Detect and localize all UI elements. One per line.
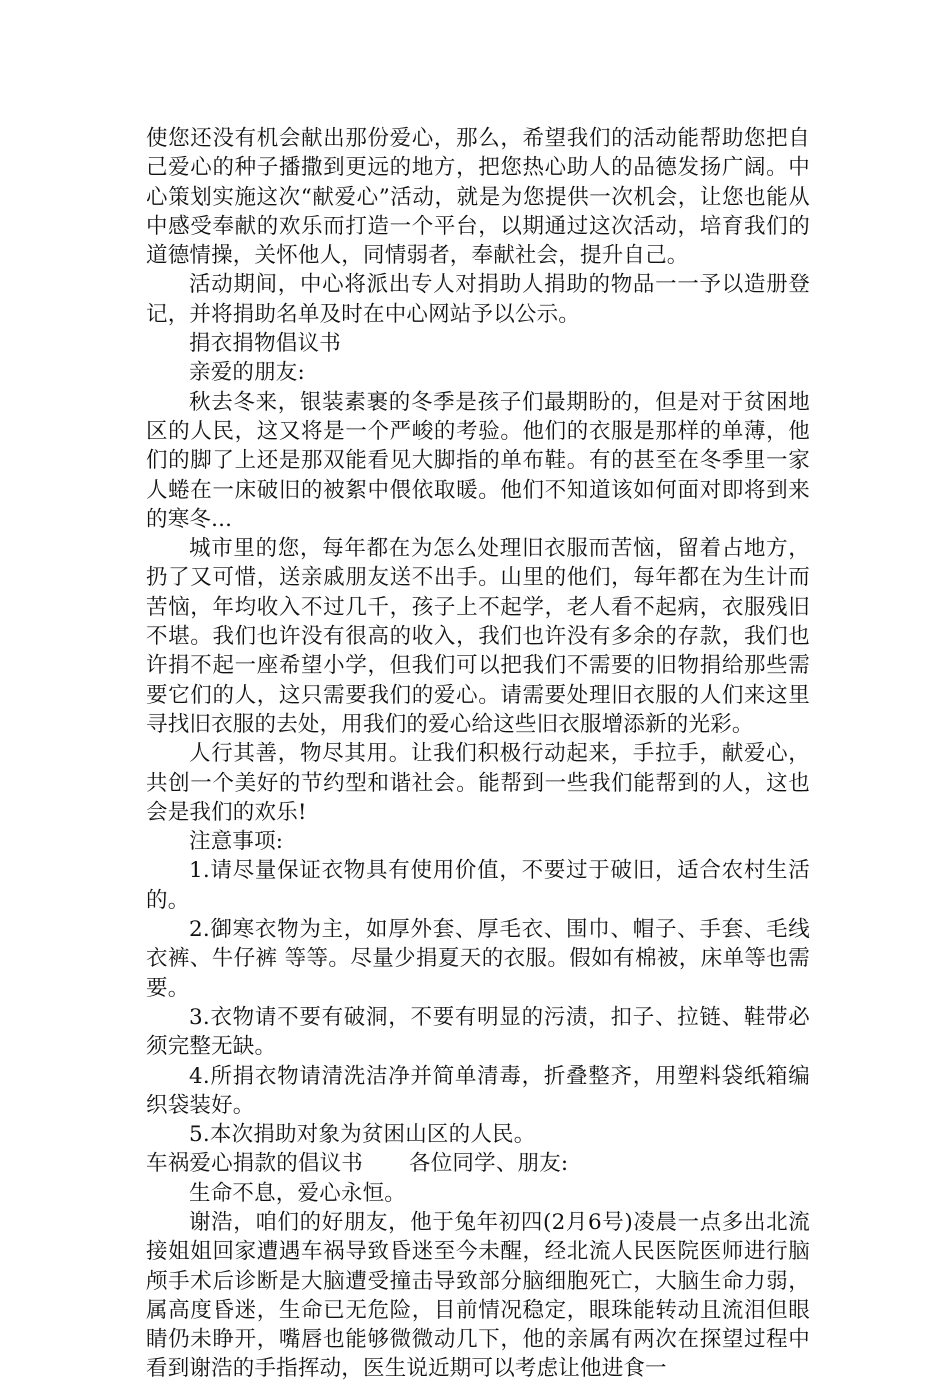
note-item-1: 1.请尽量保证衣物具有使用价值，不要过于破旧，适合农村生活的。 — [146, 858, 810, 913]
note-item-2: 2.御寒衣物为主，如厚外套、厚毛衣、围巾、帽子、手套、毛线衣裤、牛仔裤 等等。尽量少捐夏天的衣服。假如有棉被，床单等也需要。 — [146, 917, 810, 1001]
note-item-5: 5.本次捐助对象为贫困山区的人民。 — [189, 1122, 536, 1148]
paragraph-1: 使您还没有机会献出那份爱心，那么，希望我们的活动能帮助您把自己爱心的种子播撒到更远的地方，把您热心助人的品德发扬广阔。中心策划实施这次“献爱心”活动，就是为您提供一次机会，让您也能从中感受奉献的欢乐而打造一个平台，以期通过这次活动，培育我们的道德情操，关怀他人，同情弱者，奉献社会，提升自己。 — [146, 126, 810, 269]
document-page — [146, 124, 810, 1384]
notes-heading: 注意事项: — [189, 829, 284, 855]
paragraph-life: 生命不息，爱心永恒。 — [189, 1180, 407, 1206]
paragraph-2: 活动期间，中心将派出专人对捐助人捐助的物品一一予以造册登记，并将捐助名单及时在中心网站予以公示。 — [146, 272, 810, 327]
car-accident-title: 车祸爱心捐款的倡议书 — [146, 1151, 364, 1177]
heading-clothes-donation: 捐衣捐物倡议书 — [189, 331, 341, 357]
car-accident-title-line — [146, 1149, 810, 1178]
paragraph-xie-hao: 谢浩，咱们的好朋友，他于兔年初四(2月6号)凌晨一点多出北流接姐姐回家遭遇车祸导致昏迷至今未醒，经北流人民医院医师进行脑颅手术后诊断是大脑遭受撞击导致部分脑细胞死亡，大脑生命力弱，属高度昏迷，生命已无危险，目前情况稳定，眼珠能转动且流泪但眼睛仍未睁开，嘴唇也能够微微动几下，他的亲属有两次在探望过程中看到谢浩的手指挥动，医生说近期可以考虑让他进食一 — [146, 1209, 810, 1382]
note-item-3: 3.衣物请不要有破洞，不要有明显的污渍，扣子、拉链、鞋带必须完整无缺。 — [146, 1004, 810, 1060]
paragraph-city: 城市里的您，每年都在为怎么处理旧衣服而苦恼，留着占地方，扔了又可惜，送亲戚朋友送不出手。山里的他们，每年都在为生计而苦恼，年均收入不过几千，孩子上不起学，老人看不起病，衣服残旧不堪。我们也许没有很高的收入，我们也许没有多余的存款，我们也许捐不起一座希望小学，但我们可以把我们不需要的旧物捐给那些需要它们的人，这只需要我们的爱心。请需要处理旧衣服的人们来这里寻找旧衣服的去处，用我们的爱心给这些旧衣服增添新的光彩。 — [146, 536, 810, 737]
salutation-friends: 亲爱的朋友: — [189, 360, 305, 386]
note-item-4: 4.所捐衣物请清洗洁净并简单清毒，折叠整齐，用塑料袋纸箱编织袋装好。 — [146, 1063, 810, 1118]
car-accident-salutation: 各位同学、朋友: — [409, 1151, 569, 1177]
paragraph-winter: 秋去冬来，银装素裹的冬季是孩子们最期盼的，但是对于贫困地区的人民，这又将是一个严峻的考验。他们的衣服是那样的单薄，他们的脚了上还是那双能看见大脚指的单布鞋。有的甚至在冬季里一家人蜷在一床破旧的被絮中偎依取暖。他们不知道该如何面对即将到来的寒冬... — [146, 389, 810, 532]
paragraph-kindness: 人行其善，物尽其用。让我们积极行动起来，手拉手，献爱心，共创一个美好的节约型和谐社会。能帮到一些我们能帮到的人，这也会是我们的欢乐! — [146, 741, 810, 825]
